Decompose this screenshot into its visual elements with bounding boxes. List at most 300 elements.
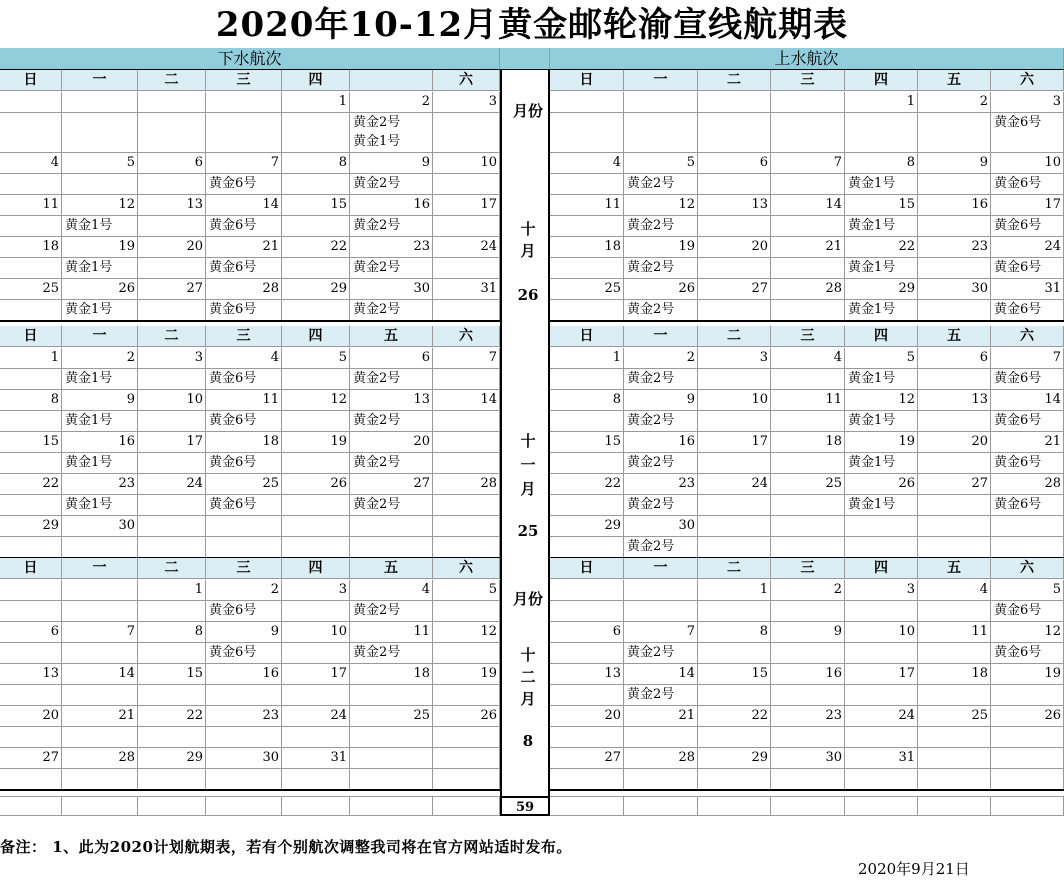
day-number: 11 <box>771 390 845 411</box>
day-number: 30 <box>62 516 138 537</box>
day-number: 5 <box>282 348 350 369</box>
day-number: 26 <box>62 279 138 300</box>
day-number: 13 <box>698 195 771 216</box>
day-number: 28 <box>624 748 698 769</box>
ship-entry <box>138 769 206 790</box>
ship-entry <box>918 643 991 664</box>
month-label: 月份 <box>512 102 543 120</box>
ship-entry: 黄金6号 <box>991 453 1064 474</box>
ship-entry: 黄金2号 <box>624 174 698 195</box>
ship-entry <box>433 643 500 664</box>
ship-entry <box>138 643 206 664</box>
ship-entry <box>0 495 62 516</box>
day-number: 18 <box>0 237 62 258</box>
ship-entry <box>771 537 845 558</box>
ship-entry: 黄金6号 <box>206 495 282 516</box>
ship-entry: 黄金6号 <box>991 601 1064 622</box>
down-section-header: 下水航次 <box>0 48 500 70</box>
day-number: 4 <box>350 580 433 601</box>
month-label: 月份 <box>512 590 543 608</box>
day-number: 13 <box>550 664 624 685</box>
day-number: 21 <box>206 237 282 258</box>
ship-entry <box>138 411 206 432</box>
ship-entry: 黄金2号 <box>624 643 698 664</box>
ship-entry <box>433 453 500 474</box>
day-number <box>550 580 624 601</box>
day-number: 26 <box>845 474 918 495</box>
day-number: 6 <box>138 153 206 174</box>
ship-entry: 黄金6号 <box>991 258 1064 279</box>
ship-entry <box>550 537 624 558</box>
total-cell <box>62 796 138 816</box>
day-number: 3 <box>138 348 206 369</box>
ship-entry <box>0 727 62 748</box>
ship-entry <box>138 113 206 153</box>
ship-entry <box>206 113 282 153</box>
ship-entry <box>0 769 62 790</box>
ship-entry <box>282 369 350 390</box>
day-number: 23 <box>350 237 433 258</box>
ship-entry <box>845 537 918 558</box>
day-number: 17 <box>845 664 918 685</box>
day-number: 12 <box>845 390 918 411</box>
weekday-header: 三 <box>206 558 282 579</box>
day-number: 27 <box>550 748 624 769</box>
weekday-header: 五 <box>918 70 991 91</box>
ship-entry: 黄金2号 <box>350 411 433 432</box>
ship-entry <box>138 258 206 279</box>
day-number: 15 <box>0 432 62 453</box>
ship-entry: 黄金2号 <box>624 369 698 390</box>
day-number: 25 <box>918 706 991 727</box>
ship-entry <box>206 727 282 748</box>
weekday-header: 日 <box>550 558 624 579</box>
day-number: 30 <box>206 748 282 769</box>
ship-entry <box>771 216 845 237</box>
ship-entry: 黄金1号 <box>62 495 138 516</box>
day-number: 21 <box>991 432 1064 453</box>
ship-entry <box>771 643 845 664</box>
day-number: 9 <box>771 622 845 643</box>
day-number: 20 <box>0 706 62 727</box>
day-number: 22 <box>845 237 918 258</box>
ship-entry <box>845 685 918 706</box>
day-number <box>550 92 624 113</box>
ship-entry: 黄金1号 <box>845 453 918 474</box>
day-number: 3 <box>282 580 350 601</box>
weekday-header: 一 <box>62 70 138 91</box>
day-number: 6 <box>550 622 624 643</box>
day-number: 3 <box>698 348 771 369</box>
ship-entry <box>918 601 991 622</box>
day-number: 25 <box>0 279 62 300</box>
day-number <box>918 748 991 769</box>
day-number: 19 <box>62 237 138 258</box>
day-number: 2 <box>62 348 138 369</box>
month-column-header <box>500 48 550 70</box>
ship-entry <box>550 369 624 390</box>
day-number: 12 <box>624 195 698 216</box>
ship-entry <box>206 685 282 706</box>
ship-entry: 黄金6号 <box>991 216 1064 237</box>
day-number: 8 <box>0 390 62 411</box>
weekday-header: 一 <box>624 326 698 347</box>
footnote: 备注： 1、此为2020计划航期表，若有个别航次调整我司将在官方网站适时发布。 <box>0 838 572 856</box>
ship-entry <box>918 258 991 279</box>
day-number: 20 <box>918 432 991 453</box>
ship-entry <box>350 537 433 558</box>
day-number: 21 <box>624 706 698 727</box>
day-number: 7 <box>771 153 845 174</box>
total-cell <box>433 796 500 816</box>
weekday-header: 二 <box>138 326 206 347</box>
day-number: 29 <box>550 516 624 537</box>
weekday-header: 二 <box>698 326 771 347</box>
month-name-char: 月 <box>520 690 536 708</box>
ship-entry <box>624 113 698 153</box>
ship-entry: 黄金2号 <box>624 258 698 279</box>
day-number: 13 <box>350 390 433 411</box>
day-number: 5 <box>62 153 138 174</box>
day-number: 14 <box>206 195 282 216</box>
day-number: 30 <box>771 748 845 769</box>
ship-entry: 黄金6号 <box>206 216 282 237</box>
ship-entry <box>845 601 918 622</box>
day-number: 19 <box>282 432 350 453</box>
day-number: 27 <box>0 748 62 769</box>
day-number: 29 <box>845 279 918 300</box>
weekday-header: 三 <box>206 70 282 91</box>
ship-entry <box>138 453 206 474</box>
ship-entry: 黄金1号 <box>845 369 918 390</box>
day-number: 21 <box>771 237 845 258</box>
month-name-char: 十 <box>520 646 536 664</box>
day-number: 14 <box>991 390 1064 411</box>
ship-entry <box>0 300 62 321</box>
weekday-header: 五 <box>350 558 433 579</box>
ship-entry: 黄金2号 <box>624 300 698 321</box>
ship-entry <box>138 174 206 195</box>
ship-entry <box>433 174 500 195</box>
ship-entry: 黄金1号 <box>845 495 918 516</box>
weekday-header <box>350 70 433 91</box>
weekday-header: 四 <box>282 70 350 91</box>
ship-entry <box>771 727 845 748</box>
day-number: 23 <box>918 237 991 258</box>
ship-entry <box>433 727 500 748</box>
total-cell <box>350 796 433 816</box>
ship-entry <box>698 258 771 279</box>
ship-entry <box>206 537 282 558</box>
day-number: 10 <box>845 622 918 643</box>
day-number: 22 <box>282 237 350 258</box>
ship-entry <box>0 258 62 279</box>
day-number: 24 <box>845 706 918 727</box>
ship-entry <box>433 300 500 321</box>
day-number: 15 <box>138 664 206 685</box>
day-number: 28 <box>771 279 845 300</box>
day-number: 6 <box>698 153 771 174</box>
day-number: 3 <box>433 92 500 113</box>
ship-entry: 黄金1号 <box>62 369 138 390</box>
ship-entry <box>550 601 624 622</box>
ship-entry <box>698 537 771 558</box>
ship-entry <box>62 113 138 153</box>
ship-entry <box>282 601 350 622</box>
ship-entry <box>138 537 206 558</box>
day-number: 6 <box>0 622 62 643</box>
ship-entry <box>550 113 624 153</box>
day-number: 2 <box>771 580 845 601</box>
ship-entry: 黄金2号 <box>624 411 698 432</box>
ship-entry <box>138 369 206 390</box>
ship-entry <box>698 369 771 390</box>
ship-entry <box>62 601 138 622</box>
ship-entry <box>991 537 1064 558</box>
month-voyage-count: 25 <box>517 522 539 540</box>
ship-entry: 黄金6号 <box>991 174 1064 195</box>
day-number: 5 <box>845 348 918 369</box>
month-name-char: 十 <box>520 432 536 450</box>
day-number <box>206 92 282 113</box>
weekday-header: 六 <box>991 70 1064 91</box>
ship-entry <box>698 174 771 195</box>
ship-entry: 黄金6号 <box>206 601 282 622</box>
day-number: 8 <box>698 622 771 643</box>
day-number: 28 <box>991 474 1064 495</box>
weekday-header: 一 <box>62 326 138 347</box>
month-name-char: 一 <box>520 456 536 474</box>
ship-entry <box>0 411 62 432</box>
day-number: 12 <box>62 195 138 216</box>
ship-entry: 黄金2号 <box>350 601 433 622</box>
ship-entry: 黄金6号 <box>206 258 282 279</box>
ship-entry: 黄金2号 <box>350 453 433 474</box>
ship-entry <box>138 216 206 237</box>
ship-entry <box>0 453 62 474</box>
ship-entry: 黄金2号 <box>350 495 433 516</box>
ship-entry <box>698 411 771 432</box>
day-number <box>0 92 62 113</box>
weekday-header: 六 <box>433 326 500 347</box>
day-number: 17 <box>138 432 206 453</box>
ship-entry: 黄金6号 <box>206 300 282 321</box>
weekday-header: 三 <box>771 558 845 579</box>
weekday-header: 一 <box>624 558 698 579</box>
day-number: 10 <box>138 390 206 411</box>
day-number <box>845 516 918 537</box>
ship-entry <box>433 685 500 706</box>
day-number: 3 <box>991 92 1064 113</box>
ship-entry <box>771 453 845 474</box>
ship-entry <box>550 769 624 790</box>
ship-entry <box>918 411 991 432</box>
ship-entry <box>0 537 62 558</box>
day-number: 28 <box>206 279 282 300</box>
weekday-header: 一 <box>62 558 138 579</box>
day-number: 16 <box>62 432 138 453</box>
ship-entry: 黄金6号 <box>991 113 1064 153</box>
month-name-char: 十 <box>520 220 536 238</box>
weekday-header: 四 <box>282 326 350 347</box>
ship-entry <box>624 601 698 622</box>
ship-entry: 黄金1号 <box>62 258 138 279</box>
day-number: 31 <box>845 748 918 769</box>
ship-entry <box>550 643 624 664</box>
day-number: 11 <box>550 195 624 216</box>
total-cell <box>698 796 771 816</box>
day-number: 28 <box>62 748 138 769</box>
day-number: 27 <box>698 279 771 300</box>
day-number <box>433 748 500 769</box>
ship-entry <box>771 258 845 279</box>
ship-entry <box>62 174 138 195</box>
ship-entry <box>433 601 500 622</box>
ship-entry <box>0 113 62 153</box>
total-cell <box>550 796 624 816</box>
weekday-header: 日 <box>0 326 62 347</box>
day-number: 19 <box>433 664 500 685</box>
ship-entry <box>282 643 350 664</box>
weekday-header: 六 <box>433 70 500 91</box>
ship-entry <box>0 643 62 664</box>
ship-entry <box>771 300 845 321</box>
ship-entry <box>282 453 350 474</box>
day-number: 31 <box>282 748 350 769</box>
weekday-header: 五 <box>918 326 991 347</box>
ship-entry <box>350 769 433 790</box>
ship-entry: 黄金1号 <box>845 300 918 321</box>
day-number: 11 <box>350 622 433 643</box>
month-name-char: 月 <box>520 242 536 260</box>
ship-entry: 黄金2号 黄金1号 <box>350 113 433 153</box>
day-number: 8 <box>282 153 350 174</box>
ship-entry <box>550 174 624 195</box>
day-number: 17 <box>991 195 1064 216</box>
day-number: 14 <box>771 195 845 216</box>
ship-entry: 黄金6号 <box>206 411 282 432</box>
day-number: 14 <box>433 390 500 411</box>
day-number <box>433 432 500 453</box>
day-number: 18 <box>771 432 845 453</box>
day-number: 9 <box>206 622 282 643</box>
ship-entry: 黄金1号 <box>845 258 918 279</box>
day-number <box>771 92 845 113</box>
ship-entry <box>991 685 1064 706</box>
day-number <box>282 516 350 537</box>
ship-entry <box>138 495 206 516</box>
ship-entry <box>918 453 991 474</box>
weekday-header: 三 <box>206 326 282 347</box>
day-number: 19 <box>845 432 918 453</box>
day-number: 29 <box>698 748 771 769</box>
ship-entry <box>918 537 991 558</box>
day-number: 16 <box>206 664 282 685</box>
day-number: 14 <box>62 664 138 685</box>
ship-entry <box>138 601 206 622</box>
day-number: 30 <box>624 516 698 537</box>
ship-entry: 黄金6号 <box>991 643 1064 664</box>
total-cell <box>282 796 350 816</box>
ship-entry <box>0 601 62 622</box>
ship-entry <box>991 727 1064 748</box>
day-number: 19 <box>991 664 1064 685</box>
day-number: 16 <box>624 432 698 453</box>
weekday-header: 四 <box>845 70 918 91</box>
day-number: 27 <box>138 279 206 300</box>
ship-entry <box>918 174 991 195</box>
day-number <box>62 92 138 113</box>
day-number: 3 <box>845 580 918 601</box>
ship-entry <box>698 495 771 516</box>
ship-entry <box>62 643 138 664</box>
day-number: 4 <box>918 580 991 601</box>
weekday-header: 六 <box>991 326 1064 347</box>
ship-entry: 黄金1号 <box>62 216 138 237</box>
day-number: 29 <box>0 516 62 537</box>
ship-entry <box>282 685 350 706</box>
day-number: 5 <box>624 153 698 174</box>
day-number: 20 <box>698 237 771 258</box>
weekday-header: 四 <box>845 326 918 347</box>
ship-entry <box>62 537 138 558</box>
total-cell <box>991 796 1064 816</box>
day-number: 1 <box>698 580 771 601</box>
day-number: 26 <box>991 706 1064 727</box>
ship-entry <box>845 643 918 664</box>
day-number: 1 <box>0 348 62 369</box>
ship-entry <box>62 727 138 748</box>
ship-entry: 黄金1号 <box>845 216 918 237</box>
day-number: 16 <box>771 664 845 685</box>
ship-entry: 黄金1号 <box>62 411 138 432</box>
weekday-header: 二 <box>698 558 771 579</box>
day-number: 19 <box>624 237 698 258</box>
day-number: 16 <box>918 195 991 216</box>
day-number: 29 <box>282 279 350 300</box>
ship-entry: 黄金6号 <box>206 453 282 474</box>
ship-entry <box>282 258 350 279</box>
day-number <box>918 516 991 537</box>
ship-entry <box>918 216 991 237</box>
ship-entry <box>845 727 918 748</box>
day-number: 20 <box>550 706 624 727</box>
day-number: 9 <box>624 390 698 411</box>
ship-entry <box>918 113 991 153</box>
ship-entry <box>433 258 500 279</box>
day-number: 10 <box>282 622 350 643</box>
ship-entry <box>550 453 624 474</box>
day-number <box>991 748 1064 769</box>
day-number: 18 <box>918 664 991 685</box>
day-number: 12 <box>282 390 350 411</box>
day-number: 21 <box>62 706 138 727</box>
month-name-char: 月 <box>520 480 536 498</box>
day-number <box>698 516 771 537</box>
day-number: 17 <box>698 432 771 453</box>
day-number: 16 <box>350 195 433 216</box>
day-number <box>206 516 282 537</box>
ship-entry <box>433 369 500 390</box>
ship-entry <box>698 769 771 790</box>
total-cell <box>206 796 282 816</box>
ship-entry: 黄金6号 <box>206 369 282 390</box>
ship-entry: 黄金2号 <box>350 300 433 321</box>
ship-entry <box>550 216 624 237</box>
day-number: 22 <box>0 474 62 495</box>
weekday-header: 日 <box>0 558 62 579</box>
ship-entry: 黄金1号 <box>845 174 918 195</box>
